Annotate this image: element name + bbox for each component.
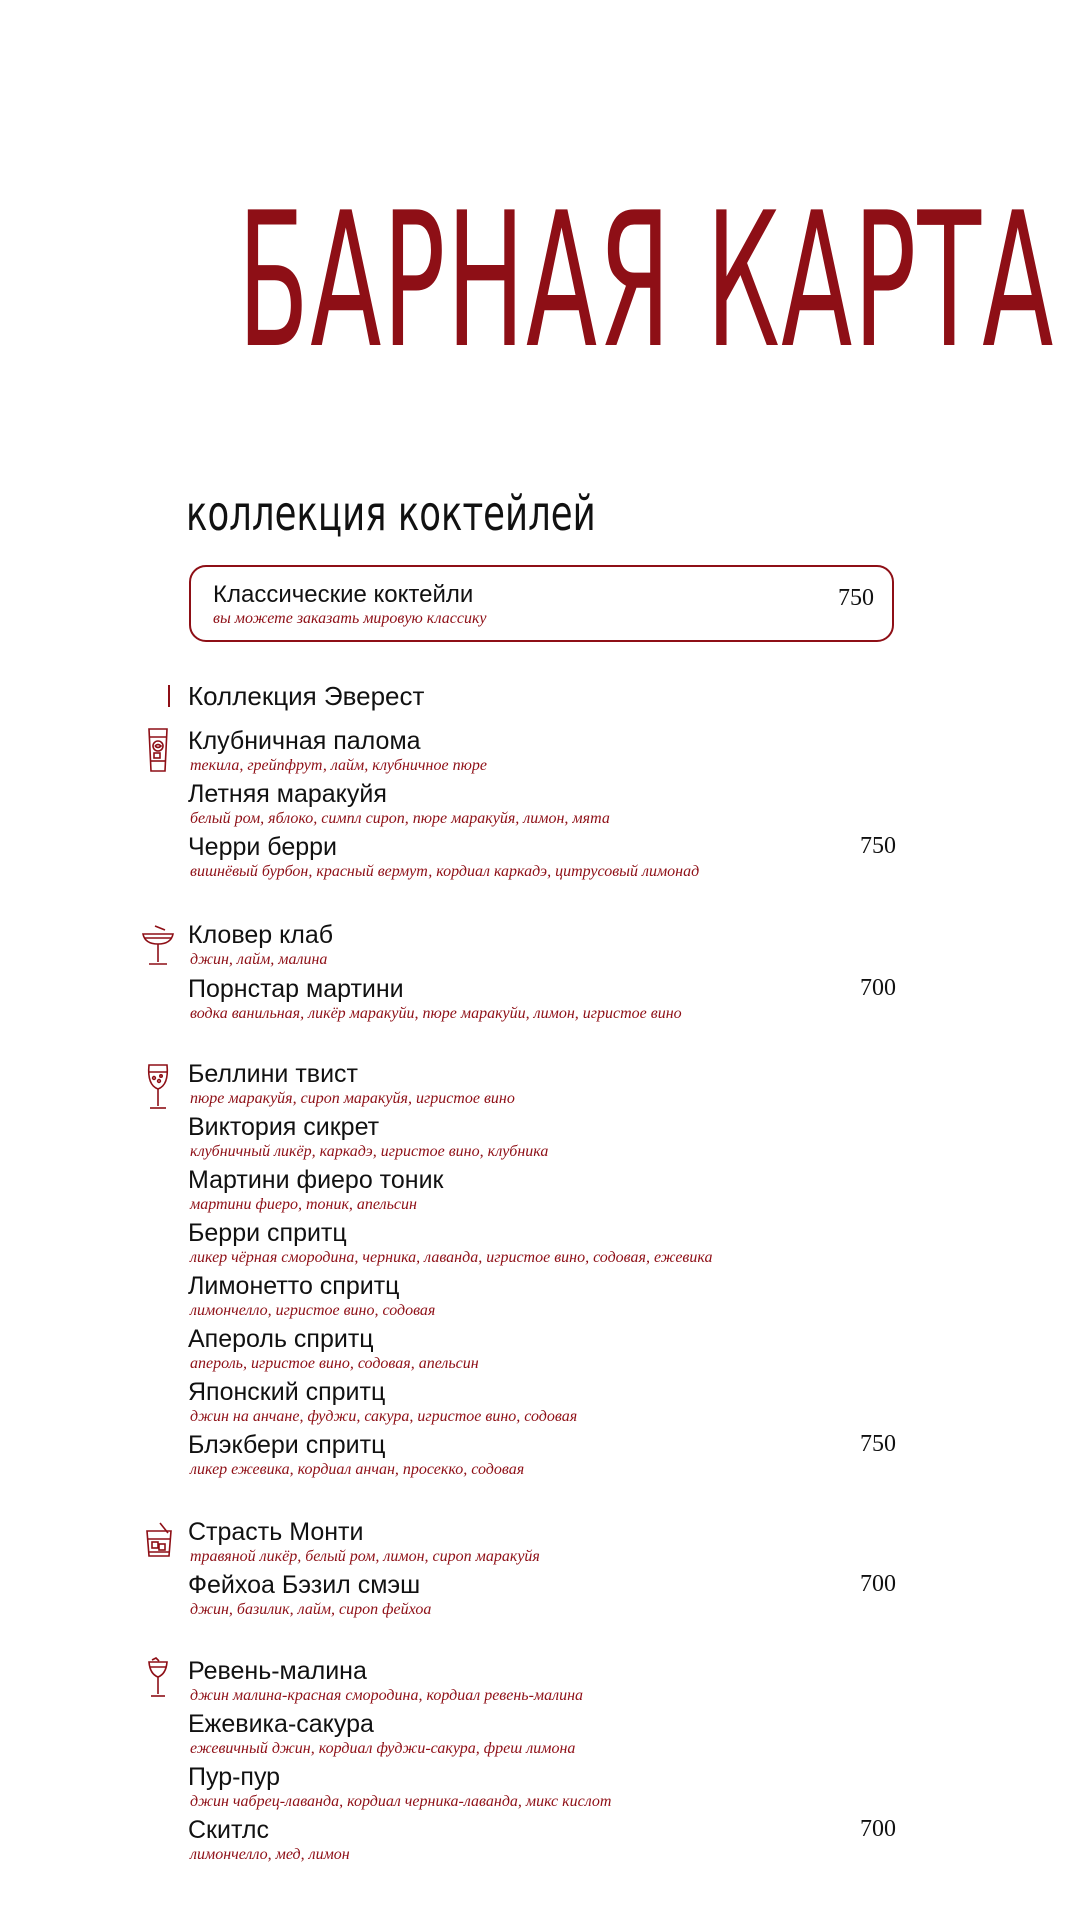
menu-item-name: Апероль спритц: [188, 1325, 374, 1353]
collection-marker: [168, 685, 170, 707]
menu-item-name: Ревень-малина: [188, 1657, 367, 1685]
menu-item-desc: джин на анчане, фуджи, сакура, игристое вино, содовая: [190, 1408, 578, 1425]
menu-item-name: Клубничная палома: [188, 727, 421, 755]
classic-cocktails-price: 750: [838, 585, 874, 611]
group-price: 700: [860, 975, 896, 1001]
menu-item-name: Летняя маракуйя: [188, 780, 387, 808]
menu-item-name: Кловер клаб: [188, 921, 334, 949]
menu-item-name: Японский спритц: [188, 1378, 386, 1406]
menu-item-name: Виктория сикрет: [188, 1113, 380, 1141]
menu-item-name: Пур-пур: [188, 1763, 281, 1791]
menu-item-name: Страсть Монти: [188, 1518, 364, 1546]
menu-item-desc: ликер чёрная смородина, черника, лаванда, игристое вино, содовая, ежевика: [190, 1249, 713, 1266]
menu-item-name: Мартини фиеро тоник: [188, 1166, 444, 1194]
menu-item-desc: джин чабрец-лаванда, кордиал черника-лаванда, микс кислот: [190, 1793, 612, 1810]
menu-item-desc: водка ванильная, ликёр маракуйи, пюре маракуйи, лимон, игристое вино: [190, 1005, 682, 1022]
classic-cocktails-desc: вы можете заказать мировую классику: [213, 610, 487, 627]
menu-item-desc: лимончелло, игристое вино, содовая: [190, 1302, 436, 1319]
group-price: 700: [860, 1571, 896, 1597]
menu-item-name: Беллини твист: [188, 1060, 358, 1088]
section-subtitle: коллекция коктейлей: [186, 486, 596, 542]
menu-item-name: Лимонетто спритц: [188, 1272, 400, 1300]
menu-item-desc: травяной ликёр, белый ром, лимон, сироп маракуйя: [190, 1548, 540, 1565]
menu-item-desc: текила, грейпфрут, лайм, клубничное пюре: [190, 757, 487, 774]
wine-glass-icon: [145, 1063, 171, 1111]
menu-item-name: Берри спритц: [188, 1219, 347, 1247]
menu-item-desc: лимончелло, мед, лимон: [190, 1846, 350, 1863]
tulip-glass-icon: [146, 1656, 170, 1700]
menu-item-name: Блэкбери спритц: [188, 1431, 386, 1459]
group-price: 750: [860, 833, 896, 859]
classic-cocktails-name: Классические коктейли: [213, 581, 474, 608]
menu-item-desc: белый ром, яблоко, симпл сироп, пюре маракуйя, лимон, мята: [190, 810, 610, 827]
menu-item-name: Порнстар мартини: [188, 975, 404, 1003]
menu-item-desc: апероль, игристое вино, содовая, апельсин: [190, 1355, 479, 1372]
menu-item-desc: клубничный ликёр, каркадэ, игристое вино, клубника: [190, 1143, 549, 1160]
group-price: 750: [860, 1431, 896, 1457]
menu-item-desc: джин малина-красная смородина, кордиал ревень-малина: [190, 1687, 584, 1704]
coupe-glass-icon: [141, 924, 175, 968]
page-title: БАРНАЯ КАРТА: [237, 172, 1055, 389]
classic-cocktails-box: [189, 565, 894, 642]
menu-item-desc: джин, лайм, малина: [190, 951, 328, 968]
group-price: 700: [860, 1816, 896, 1842]
menu-item-desc: джин, базилик, лайм, сироп фейхоа: [190, 1601, 432, 1618]
menu-item-name: Ежевика-сакура: [188, 1710, 374, 1738]
highball-glass-icon: [146, 727, 170, 773]
menu-item-desc: мартини фиеро, тоник, апельсин: [190, 1196, 417, 1213]
rocks-glass-icon: [144, 1521, 174, 1559]
collection-title: Коллекция Эверест: [188, 681, 425, 711]
menu-item-name: Скитлс: [188, 1816, 269, 1844]
menu-item-desc: ликер ежевика, кордиал анчан, просекко, содовая: [190, 1461, 525, 1478]
menu-item-desc: пюре маракуйя, сироп маракуйя, игристое вино: [190, 1090, 515, 1107]
menu-item-desc: ежевичный джин, кордиал фуджи-сакура, фреш лимона: [190, 1740, 576, 1757]
menu-item-name: Фейхоа Бэзил смэш: [188, 1571, 421, 1599]
menu-item-name: Черри берри: [188, 833, 337, 861]
menu-item-desc: вишнёвый бурбон, красный вермут, кордиал каркадэ, цитрусовый лимонад: [190, 863, 700, 880]
